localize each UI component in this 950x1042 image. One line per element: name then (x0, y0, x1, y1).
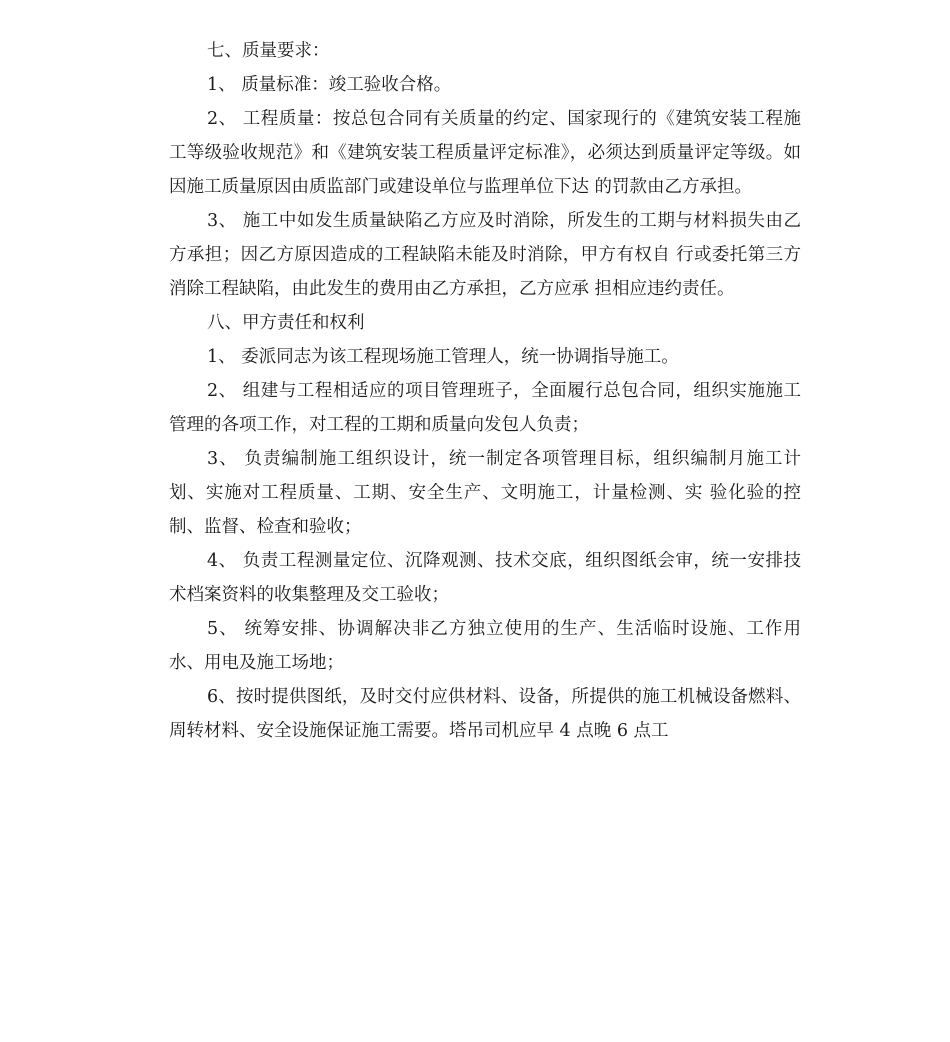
section-heading-party-a: 八、甲方责任和权利 (207, 313, 365, 333)
paragraph-temporary-facilities: 5、 统筹安排、协调解决非乙方独立使用的生产、生活临时设施、工作用水、用电及施工场地； (169, 619, 801, 673)
paragraph-quality-defects: 3、 施工中如发生质量缺陷乙方应及时消除，所发生的工期与材料损失由乙方承担；因乙方原因造成的工程缺陷未能及时消除，甲方有权自 行或委托第三方消除工程缺陷，由此发生的费用由乙方承担，乙方应承 担相应违约责任。 (169, 211, 801, 299)
paragraph-construction-plan: 3、 负责编制施工组织设计，统一制定各项管理目标，组织编制月施工计划、实施对工程质量、工期、安全生产、文明施工，计量检测、实 验化验的控制、监督、检查和验收； (169, 449, 801, 537)
paragraph-materials-supply: 6、按时提供图纸，及时交付应供材料、设备，所提供的施工机械设备燃料、周转材料、安全设施保证施工需要。塔吊司机应早 4 点晚 6 点工 (169, 687, 801, 741)
paragraph-surveying: 4、 负责工程测量定位、沉降观测、技术交底，组织图纸会审，统一安排技术档案资料的收集整理及交工验收； (169, 551, 801, 605)
paragraph-engineering-quality: 2、 工程质量：按总包合同有关质量的约定、国家现行的《建筑安装工程施工等级验收规范》和《建筑安装工程质量评定标准》，必须达到质量评定等级。如因施工质量原因由质监部门或建设单位与监理单位下达 的罚款由乙方承担。 (169, 109, 801, 197)
paragraph-project-team: 2、 组建与工程相适应的项目管理班子，全面履行总包合同，组织实施施工管理的各项工作，对工程的工期和质量向发包人负责； (169, 381, 801, 435)
section-heading-quality: 七、质量要求： (207, 41, 330, 61)
document-body (169, 34, 801, 748)
paragraph-site-manager: 1、 委派同志为该工程现场施工管理人，统一协调指导施工。 (207, 347, 679, 367)
paragraph-quality-standard: 1、 质量标准：竣工验收合格。 (207, 75, 452, 95)
